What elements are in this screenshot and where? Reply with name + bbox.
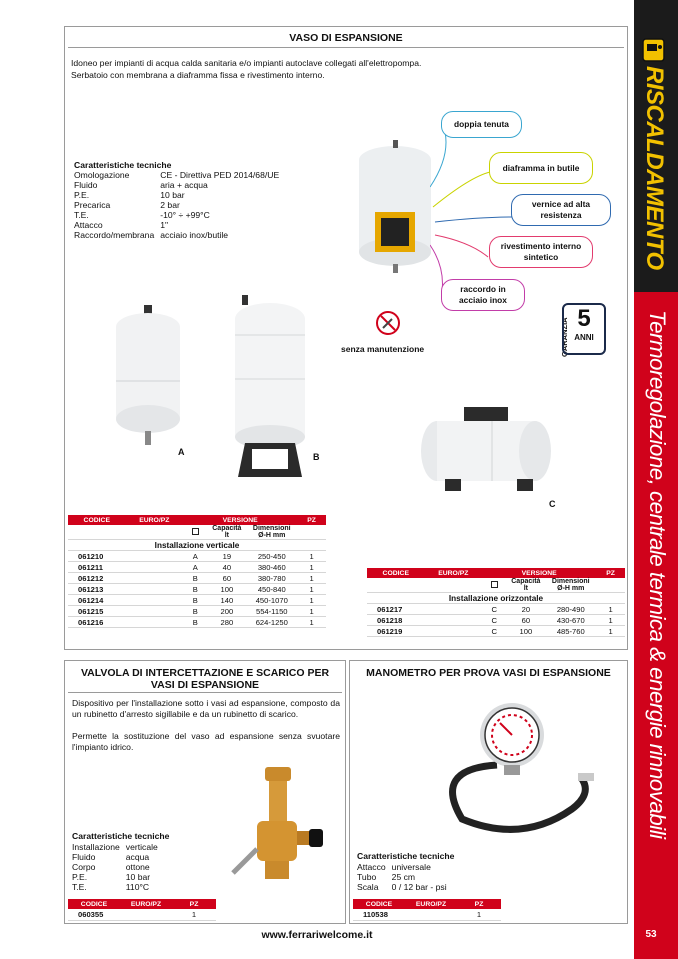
valve-title: VALVOLA DI INTERCETTAZIONE E SCARICO PER VASI DI ESPANSIONE: [80, 667, 330, 691]
vessel-b-image: [230, 295, 310, 480]
pressure-gauge-image: [442, 699, 602, 839]
col-pz: PZ: [297, 515, 326, 525]
specs-title: Caratteristiche tecniche: [74, 160, 172, 170]
vertical-heading: Installazione verticale: [68, 540, 326, 551]
valve-specs-title: Caratteristiche tecniche: [72, 831, 170, 841]
boiler-icon: [640, 36, 668, 64]
valve-panel: [64, 660, 346, 924]
table-row: 061216 B 280 624-1250 1: [68, 617, 326, 628]
valve-specs-table: Installazione verticale Fluido acqua Corpo ottone P.E. 10 bar T.E. 110°C: [72, 842, 158, 892]
feature-butyl-diaphragm: diaframma in butile: [489, 152, 593, 184]
vertical-table: CODICE EURO/PZ VERSIONE PZ Capacità lt Dimensioni Ø-H mm Installazione verticale 061210 A 19 250-450 1 061211 A 40 380-460 1 061212 B 60 380-780 1 061213 B 100 450-840 1 061214 B 140 450-1070 1 061215 B 200 554-1150 1 061216 B 280 624-1250 1: [68, 515, 326, 628]
no-maintenance-label: senza manutenzione: [341, 344, 425, 354]
warranty-unit: ANNI: [574, 333, 594, 342]
vessel-cutaway-image: [355, 140, 435, 275]
table-row: 061212 B 60 380-780 1: [68, 573, 326, 584]
table-row: 061215 B 200 554-1150 1: [68, 606, 326, 617]
sidebar-category-title: Termoregolazione, centrale termica & energie rinnovabili: [645, 310, 670, 839]
gauge-specs-title: Caratteristiche tecniche: [357, 851, 455, 861]
sidebar-section-title: RISCALDAMENTO: [641, 66, 668, 270]
col-pz: PZ: [596, 568, 625, 578]
page-number: 53: [645, 929, 657, 940]
feature-high-resistance-paint: vernice ad alta resistenza: [511, 194, 611, 226]
gauge-panel: [349, 660, 628, 924]
table-row: 061210 A 19 250-450 1: [68, 551, 326, 562]
no-maintenance-icon: [375, 310, 401, 336]
description-line-2: Serbatoio con membrana a diaframma fissa e rivestimento interno.: [71, 70, 325, 80]
valve-table: CODICE EURO/PZ PZ 060355 1: [68, 899, 216, 921]
table-row: 061217 C 20 280-490 1: [367, 604, 625, 615]
col-code: CODICE: [68, 515, 126, 525]
label-b: B: [313, 452, 320, 462]
version-checkbox-icon: [192, 528, 199, 535]
warranty-badge: [562, 303, 606, 355]
feature-synthetic-lining: rivestimento interno sintetico: [489, 236, 593, 268]
col-price: EURO/PZ: [425, 568, 483, 578]
vessel-c-image: [417, 407, 552, 497]
table-row: 110538 1: [353, 909, 501, 920]
table-row: 061218 C 60 430-670 1: [367, 615, 625, 626]
horizontal-table: CODICE EURO/PZ VERSIONE PZ Capacità lt Dimensioni Ø-H mm Installazione orizzontale 061217 C 20 280-490 1 061218 C 60 430-670 1 061219 C 100 485-760 1: [367, 568, 625, 637]
footer-website[interactable]: www.ferrariwelcome.it: [261, 929, 373, 941]
valve-description: Dispositivo per l'installazione sotto i vasi ad espansione, composto da un rubinetto d'arresto sigillabile e da un rubinetto di scarico.: [72, 698, 340, 719]
panel-title: VASO DI ESPANSIONE: [289, 32, 403, 44]
valve-description-2: Permette la sostituzione del vaso ad espansione senza svuotare l'impianto idrico.: [72, 731, 340, 752]
table-row: 061214 B 140 450-1070 1: [68, 595, 326, 606]
expansion-vessel-panel: [64, 26, 628, 650]
gauge-specs-table: Attacco universale Tubo 25 cm Scala 0 / 12 bar - psi: [357, 862, 447, 892]
feature-stainless-fitting: raccordo in acciaio inox: [441, 279, 525, 311]
col-version: VERSIONE: [183, 515, 297, 525]
version-checkbox-icon: [491, 581, 498, 588]
gauge-title: MANOMETRO PER PROVA VASI DI ESPANSIONE: [366, 667, 611, 679]
col-version: VERSIONE: [482, 568, 596, 578]
horizontal-heading: Installazione orizzontale: [367, 593, 625, 604]
table-row: 061219 C 100 485-760 1: [367, 626, 625, 637]
col-code: CODICE: [367, 568, 425, 578]
table-row: 060355 1: [68, 909, 216, 920]
feature-double-seal: doppia tenuta: [441, 111, 522, 138]
label-c: C: [549, 499, 556, 509]
description-line-1: Idoneo per impianti di acqua calda sanitaria e/o impianti autoclave collegati all'elettropompa.: [71, 58, 422, 68]
warranty-years: 5: [577, 305, 591, 332]
specs-table: Omologazione CE - Direttiva PED 2014/68/UE Fluido aria + acqua P.E. 10 bar Precarica 2 bar T.E. -10° ÷ +99°C Attacco 1" Raccordo/membrana acciaio inox/butile: [74, 170, 280, 240]
table-row: 061211 A 40 380-460 1: [68, 562, 326, 573]
valve-image: [223, 765, 328, 890]
col-price: EURO/PZ: [126, 515, 184, 525]
gauge-table: CODICE EURO/PZ PZ 110538 1: [353, 899, 501, 921]
vessel-a-image: [113, 305, 183, 450]
label-a: A: [178, 447, 185, 457]
warranty-label: GARANZIA: [560, 317, 569, 357]
table-row: 061213 B 100 450-840 1: [68, 584, 326, 595]
